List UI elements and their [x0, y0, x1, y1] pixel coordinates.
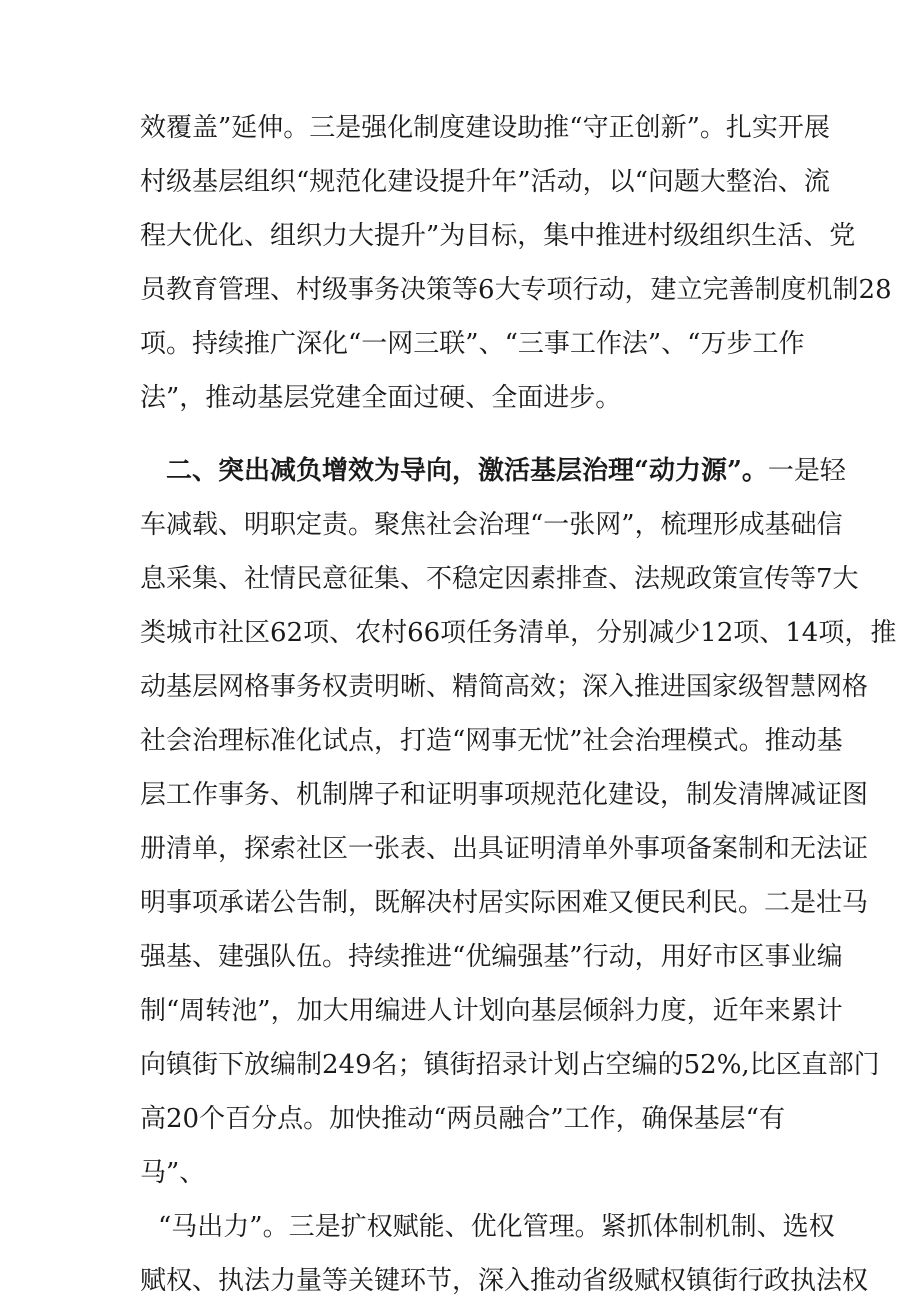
text-line-15: 明事项承诺公告制，既解决村居实际困难又便民利民。二是壮马	[140, 888, 869, 918]
text-line-1: 效覆盖”延伸。三是强化制度建设助推“守正创新”。扎实开展	[140, 113, 830, 143]
text-line-14: 册清单，探索社区一张表、出具证明清单外事项备案制和无法证	[140, 834, 869, 864]
text-line-19: 高20个百分点。加快推动“两员融合”工作，确保基层“有	[140, 1104, 785, 1134]
text-line-13: 层工作事务、机制牌子和证明事项规范化建设，制发清牌减证图	[140, 780, 869, 810]
text-line-6: 法”，推动基层党建全面过硬、全面进步。	[140, 383, 622, 413]
text-line-3: 程大优化、组织力大提升”为目标，集中推进村级组织生活、党	[140, 221, 856, 251]
text-line-12: 社会治理标准化试点，打造“网事无忧”社会治理模式。推动基	[140, 726, 843, 756]
text-line-17: 制“周转池”，加大用编进人计划向基层倾斜力度，近年来累计	[140, 996, 843, 1026]
section-heading: 二、突出减负增效为导向，激活基层治理“动力源”。	[166, 456, 768, 486]
text-line-8: 车减载、明职定责。聚焦社会治理“一张网”，梳理形成基础信	[140, 510, 843, 540]
text-line-22: 赋权、执法力量等关键环节，深入推动省级赋权镇街行政执法权	[140, 1266, 869, 1296]
text-line-4: 员教育管理、村级事务决策等6大专项行动，建立完善制度机制28	[140, 275, 892, 305]
text-line-2: 村级基层组织“规范化建设提升年”活动，以“问题大整治、流	[140, 167, 830, 197]
text-line-10: 类城市社区62项、农村66项任务清单，分别减少12项、14项，推	[140, 618, 897, 648]
section-heading-tail: 一是轻	[767, 456, 846, 486]
text-line-21: “马出力”。三是扩权赋能、优化管理。紧抓体制机制、选权	[158, 1212, 835, 1242]
text-line-5: 项。持续推广深化“一网三联”、“三事工作法”、“万步工作	[140, 329, 805, 359]
section-heading-line	[166, 451, 846, 491]
text-line-18: 向镇街下放编制249名；镇街招录计划占空编的52%,比区直部门	[140, 1050, 880, 1080]
text-line-20: 马”、	[140, 1158, 206, 1188]
text-line-16: 强基、建强队伍。持续推进“优编强基”行动，用好市区事业编	[140, 942, 843, 972]
text-line-11: 动基层网格事务权责明晰、精简高效；深入推进国家级智慧网格	[140, 672, 869, 702]
text-line-9: 息采集、社情民意征集、不稳定因素排查、法规政策宣传等7大	[140, 564, 859, 594]
